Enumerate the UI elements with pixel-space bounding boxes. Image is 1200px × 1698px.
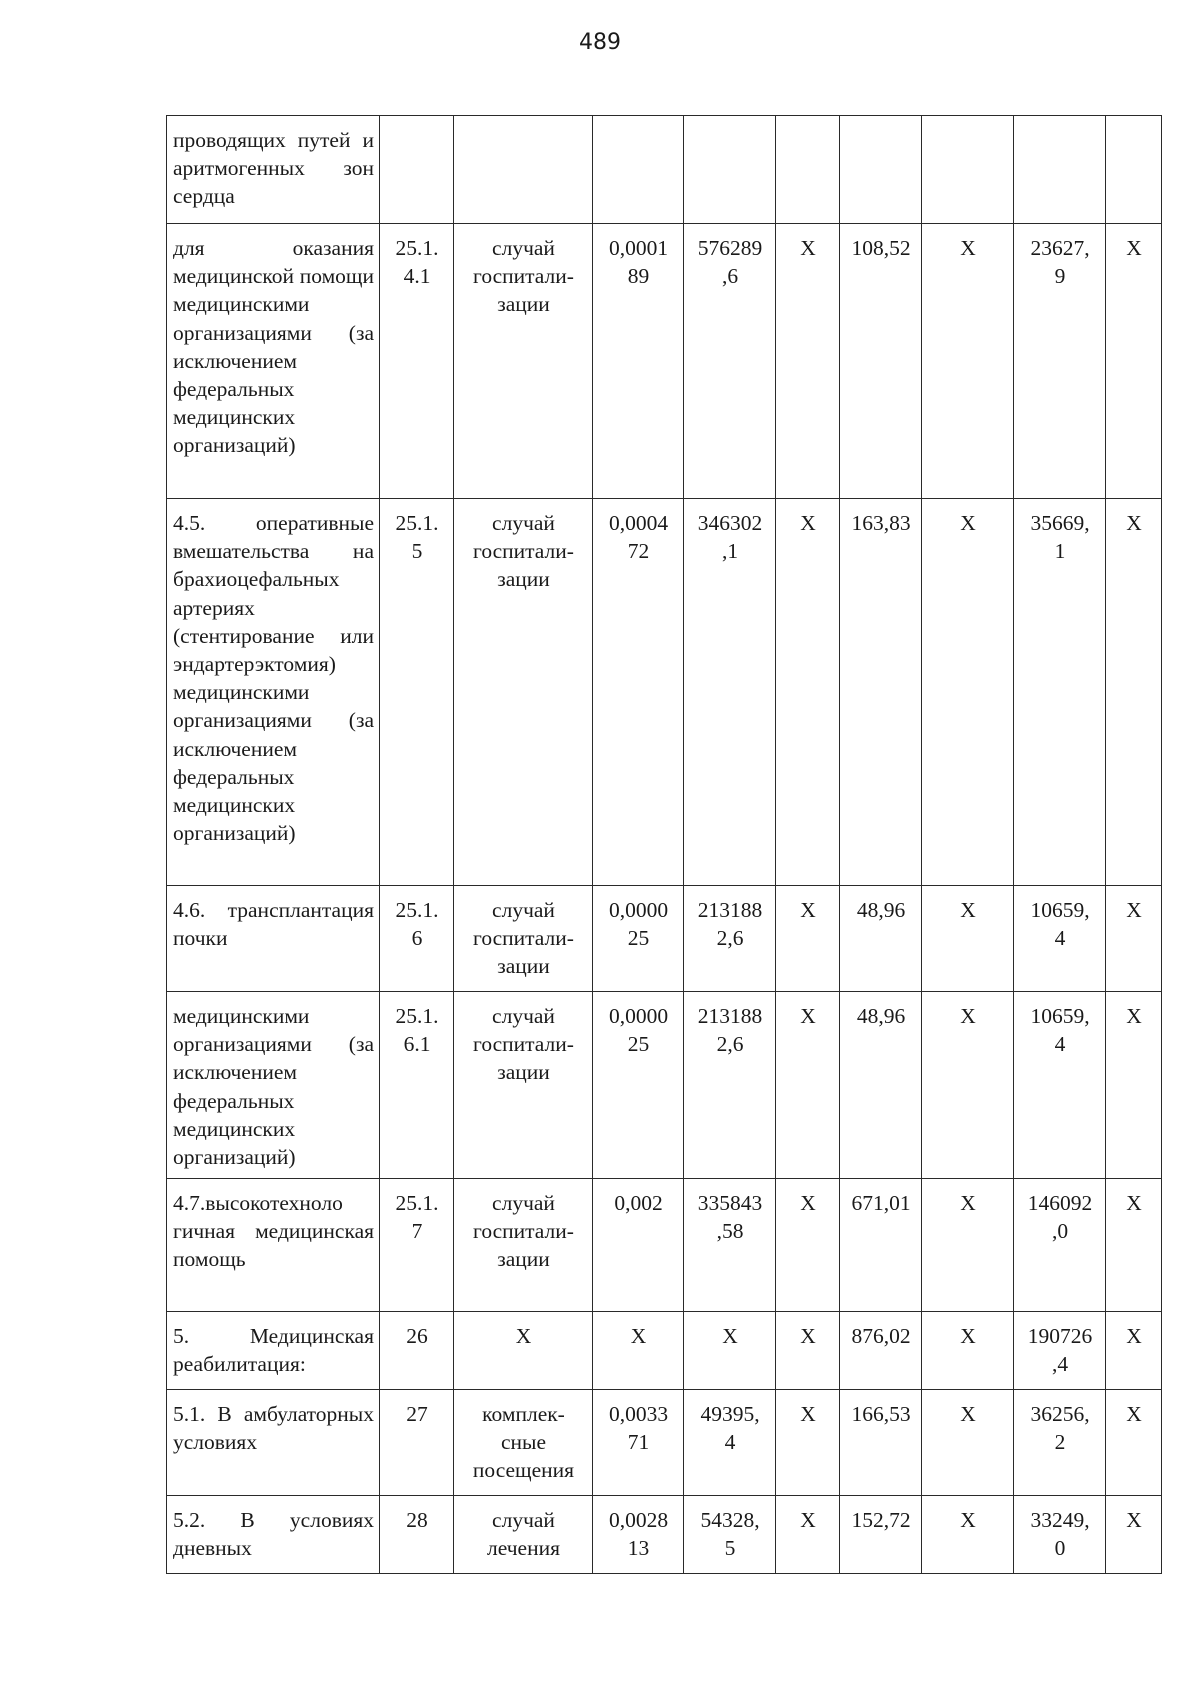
table-row [167,1496,1162,1574]
table-row [167,886,1162,992]
table-cell: X [776,992,840,1179]
table-cell: 0,0004 72 [593,499,684,886]
table-cell: 10659, 4 [1014,886,1106,992]
table-cell: X [1106,1496,1162,1574]
table-row [167,224,1162,499]
table-cell: X [1106,224,1162,499]
table-cell: X [1106,886,1162,992]
table-cell: X [776,499,840,886]
table-cell: 49395, 4 [684,1390,776,1496]
table-cell: 166,53 [840,1390,922,1496]
table-cell: случай госпитали- зации [454,499,593,886]
table-cell: X [684,1312,776,1390]
table-cell: 25.1. 7 [380,1179,454,1312]
table-cell: 0,0033 71 [593,1390,684,1496]
table-cell: X [922,992,1014,1179]
table-cell: 48,96 [840,886,922,992]
table-row [167,1312,1162,1390]
table-cell: X [1106,992,1162,1179]
table-row [167,499,1162,886]
table-cell: случай госпитали- зации [454,992,593,1179]
table-cell: 152,72 [840,1496,922,1574]
row-label-cell: 5.2. В условиях дневных [167,1496,380,1574]
table-cell: 671,01 [840,1179,922,1312]
table-cell: X [776,1496,840,1574]
table-cell: 0,0000 25 [593,992,684,1179]
table-cell: X [922,1496,1014,1574]
table-cell: 0,0001 89 [593,224,684,499]
table-cell: 33249, 0 [1014,1496,1106,1574]
table-cell: 25.1. 5 [380,499,454,886]
table-cell [1106,116,1162,224]
table-row [167,1390,1162,1496]
table-cell: 36256, 2 [1014,1390,1106,1496]
table-row [167,992,1162,1179]
table-cell: 146092 ,0 [1014,1179,1106,1312]
row-label-cell: проводящих путей и аритмогенных зон сердца [167,116,380,224]
table-cell: 0,002 [593,1179,684,1312]
table-cell: X [593,1312,684,1390]
table-cell: X [1106,1179,1162,1312]
table-cell: 35669, 1 [1014,499,1106,886]
table-cell: комплек- сные посещения [454,1390,593,1496]
table-cell [776,116,840,224]
table-cell: X [1106,499,1162,886]
table-cell: 335843 ,58 [684,1179,776,1312]
table-cell: 876,02 [840,1312,922,1390]
table-cell: X [922,886,1014,992]
table-cell: 48,96 [840,992,922,1179]
table-cell: X [454,1312,593,1390]
table-cell: X [922,224,1014,499]
table-cell: 10659, 4 [1014,992,1106,1179]
table-cell: случай госпитали- зации [454,1179,593,1312]
table-cell: X [922,1312,1014,1390]
table-cell: 576289 ,6 [684,224,776,499]
table-cell [684,116,776,224]
row-label-cell: 4.6. трансплантация почки [167,886,380,992]
table-row [167,116,1162,224]
row-label-cell: 4.5. оперативные вмешательства на брахиоцефальных артериях (стентирование или эндартерэктомия) медицинскими организациями (за исключением федеральных медицинских организаций) [167,499,380,886]
table-cell: X [776,886,840,992]
table-cell: X [922,1390,1014,1496]
table-cell [1014,116,1106,224]
table-cell: X [922,1179,1014,1312]
row-label-cell: 5.1. В амбулаторных условиях [167,1390,380,1496]
table-cell [380,116,454,224]
table-cell [454,116,593,224]
table-cell: 23627, 9 [1014,224,1106,499]
table-cell [840,116,922,224]
table-cell: 25.1. 6.1 [380,992,454,1179]
table-row [167,1179,1162,1312]
row-label-cell: для оказания медицинской помощи медицинскими организациями (за исключением федеральных медицинских организаций) [167,224,380,499]
table-cell: 213188 2,6 [684,992,776,1179]
page-number: 489 [579,30,621,55]
table-cell: 346302 ,1 [684,499,776,886]
row-label-cell: 4.7.высокотехноло гичная медицинская помощь [167,1179,380,1312]
table-cell: X [776,1390,840,1496]
table-cell: X [776,1312,840,1390]
row-label-cell: медицинскими организациями (за исключением федеральных медицинских организаций) [167,992,380,1179]
table-cell: 190726 ,4 [1014,1312,1106,1390]
row-label-cell: 5. Медицинская реабилитация: [167,1312,380,1390]
table-cell: X [1106,1312,1162,1390]
data-table [166,115,1162,1574]
table-cell: X [922,499,1014,886]
table-cell: 25.1. 4.1 [380,224,454,499]
table-cell: 25.1. 6 [380,886,454,992]
table-cell: 163,83 [840,499,922,886]
table-cell: случай госпитали- зации [454,886,593,992]
table-cell: 28 [380,1496,454,1574]
table-cell: случай лечения [454,1496,593,1574]
table-cell: 0,0000 25 [593,886,684,992]
table-cell: X [1106,1390,1162,1496]
table-cell: X [776,224,840,499]
table-cell: 26 [380,1312,454,1390]
table-cell: 213188 2,6 [684,886,776,992]
table-cell: 54328, 5 [684,1496,776,1574]
table-cell: X [776,1179,840,1312]
table-cell: 108,52 [840,224,922,499]
table-cell [593,116,684,224]
table-cell: 0,0028 13 [593,1496,684,1574]
table-cell [922,116,1014,224]
table-cell: случай госпитали- зации [454,224,593,499]
table-cell: 27 [380,1390,454,1496]
